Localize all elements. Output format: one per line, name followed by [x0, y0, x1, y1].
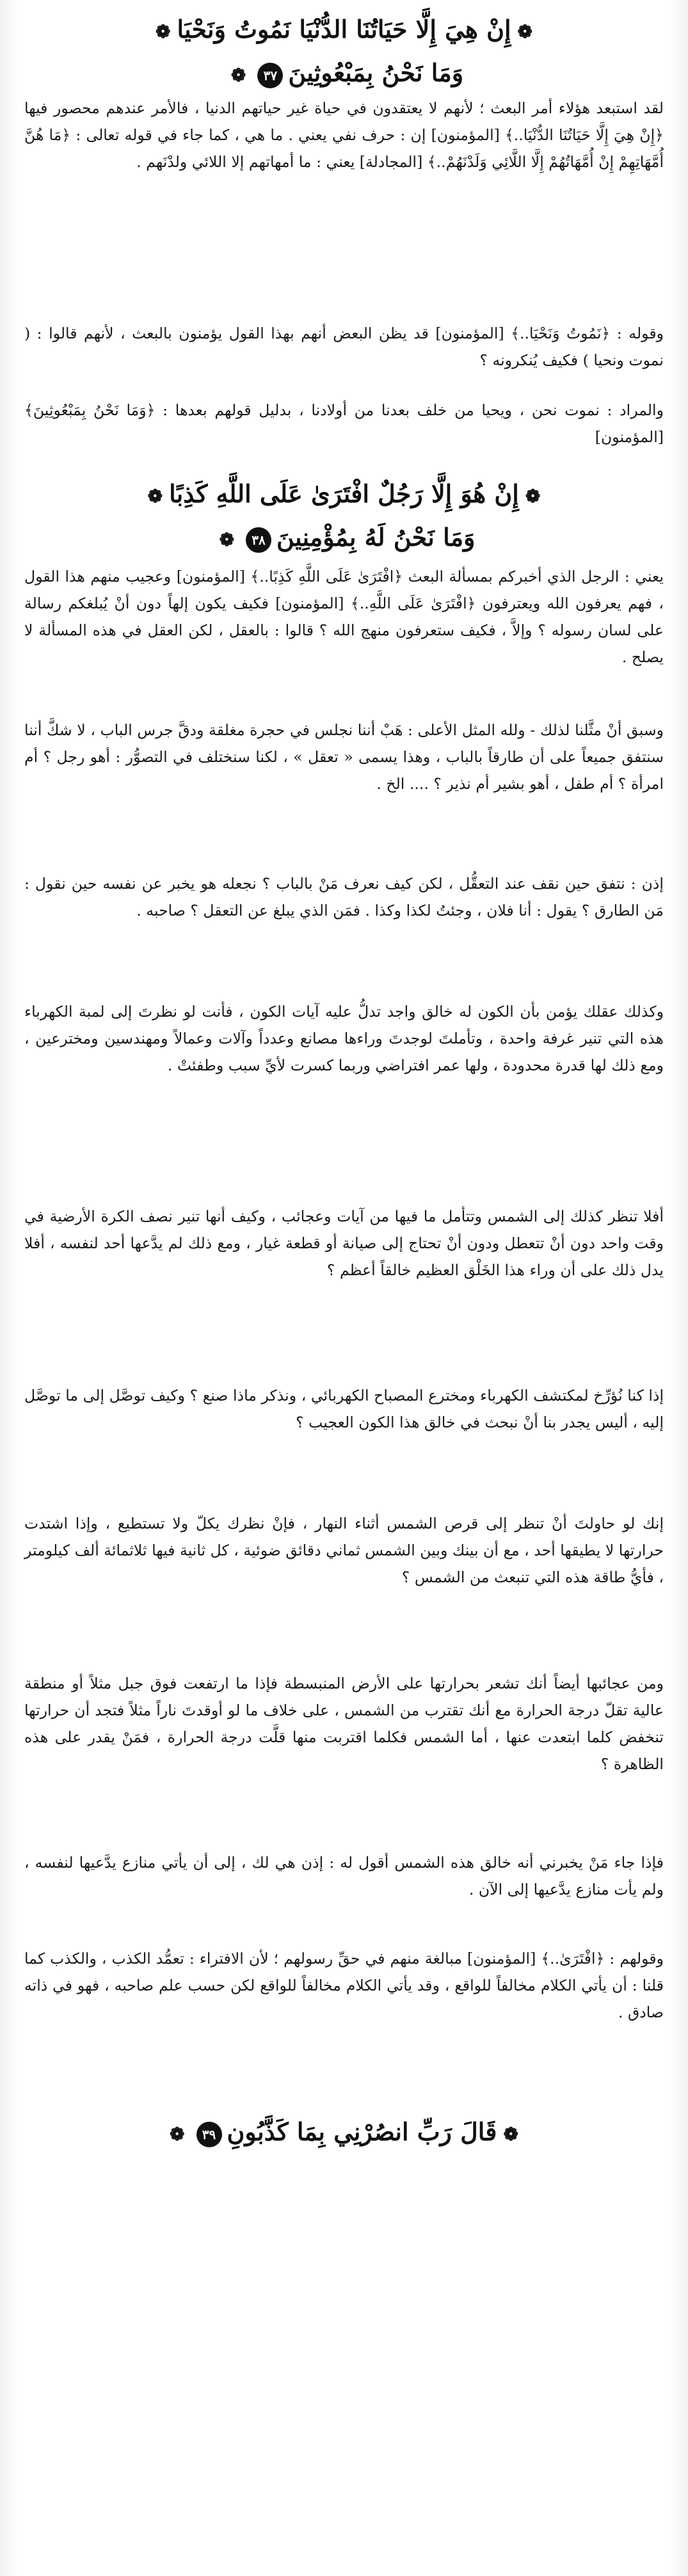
ornament-icon: ❁ — [525, 486, 541, 507]
paragraph: لقد استبعد هؤلاء أمر البعث ؛ لأنهم لا يعتقدون في حياة غير حياتهم الدنيا ، فالأمر عندهم محصور فيها ﴿إِنْ هِيَ إِلَّا حَيَاتُنَا الدُّنْيَا..﴾ [المؤمنون] إن : حرف نفي يعني . ما هي ، كما جاء في قوله تعالى : ﴿مَا هُنَّ أُمَّهَاتِهِمْ إِنْ أُمَّهَاتُهُمْ إِلَّا اللَّائِي وَلَدْنَهُمْ..﴾ [المجادلة] يعني : ما أمهاتهم إلا اللائي ولدْنَهم . — [24, 99, 664, 171]
ornament-icon: ❁ — [230, 65, 246, 86]
verse-heading-37 — [24, 9, 664, 96]
verse-heading-39 — [24, 2111, 664, 2155]
verse-text-line2: وَمَا نَحْنُ لَهُ بِمُؤْمِنِينَ — [276, 523, 476, 552]
ornament-icon: ❁ — [155, 21, 171, 42]
paragraph: والمراد : نموت نحن ، ويحيا من خلف بعدنا من أولادنا ، بدليل قولهم بعدها : ﴿وَمَا نَحْنُ بِمَبْعُوثِينَ﴾ [المؤمنون] — [24, 401, 664, 446]
paragraph: يعني : الرجل الذي أخبركم بمسألة البعث ﴿افْتَرَىٰ عَلَى اللَّهِ كَذِبًا..﴾ [المؤمنون] وعجيب منهم هذا القول ، فهم يعرفون الله ويعترفون ﴿افْتَرَىٰ عَلَى اللَّهِ..﴾ [المؤمنون] فكيف يكون إلهاً دون أنْ يُبلغكم رسالة على لسان رسوله ؟ وإلاَّ ، فكيف ستعرفون منهج الله ؟ قالوا : بالعقل ، لكن العقل في هذه المسألة لا يصلح . — [24, 568, 664, 666]
paragraph: وسبق أنْ مثَّلنا لذلك - ولله المثل الأعلى : هَبْ أننا نجلس في حجرة مغلقة ودقَّ جرس الباب ، لا شكَّ أننا سنتفق جميعاً على أن طارقاً بالباب ، وهذا يسمى « تعقل » ، لكنا سنختلف في التصوُّر : أهو رجل ؟ أم امرأة ؟ أم طفل ، أهو بشير أم نذير ؟ .... الخ . — [24, 721, 664, 793]
paragraph: أفلا تنظر كذلك إلى الشمس وتتأمل ما فيها من آيات وعجائب ، وكيف أنها تنير نصف الكرة الأرضية في وقت واحد دون أنْ تتعطل ودون أنْ تحتاج إلى صيانة أو قطعة غيار ، ومع ذلك لم يدَّعها أحد لنفسه ، أفلا يدل ذلك على أن وراء هذا الخَلْق العظيم خالقاً أعظم ؟ — [24, 1207, 664, 1279]
verse-number-badge: ٣٧ — [257, 63, 283, 88]
ornament-icon: ❁ — [517, 21, 533, 42]
ornament-icon: ❁ — [170, 2124, 185, 2145]
ornament-icon: ❁ — [503, 2124, 518, 2145]
paragraph: وكذلك عقلك يؤمن بأن الكون له خالق واجد تدلُّ عليه آيات الكون ، فأنت لو نظرتَ إلى لمبة الكهرباء هذه التي تنير غرفة واحدة ، وتأملتَ لوجدتَ وراءها مصانع وعدداً وآلات وعمالاً ومهندسين ومخترعين ، ومع ذلك لها قدرة محدودة ، ولها عمر افتراضي وربما كسرت لأيِّ سبب وطفئتْ . — [24, 1003, 664, 1074]
paragraph: إذا كنا نُؤرِّخ لمكتشف الكهرباء ومخترع المصباح الكهربائي ، ونذكر ماذا صنع ؟ وكيف توصَّل إلى ما توصَّل إليه ، أليس يجدر بنا أنْ نبحث في خالق هذا الكون العجيب ؟ — [24, 1387, 664, 1431]
ornament-icon: ❁ — [147, 486, 163, 507]
paragraph: فإذا جاء مَنْ يخبرني أنه خالق هذه الشمس أقول له : إذن هي لك ، إلى أن يأتي منازع يدَّعيها لنفسه ، ولم يأت منازع يدَّعيها إلى الآن . — [24, 1854, 664, 1898]
ornament-icon: ❁ — [219, 529, 235, 550]
paragraph: وقوله : ﴿نَمُوتُ وَنَحْيَا..﴾ [المؤمنون] قد يظن البعض أنهم بهذا القول يؤمنون بالبعث ، لأنهم قالوا : ( نموت ونحيا ) فكيف يُنكرونه ؟ — [24, 324, 664, 369]
paragraph: إنك لو حاولتَ أنْ تنظر إلى قرص الشمس أثناء النهار ، فإنْ نظرك يكلّ ولا تستطيع ، وإذا اشتدت حرارتها لا يطيقها أحد ، مع أن بينك وبين الشمس ثماني دقائق ضوئية ، كل ثانية فيها ثلاثمائة ألف كيلومتر ، فأيُّ طاقة هذه التي تنبعث من الشمس ؟ — [24, 1515, 664, 1586]
verse-number-badge: ٣٩ — [196, 2122, 222, 2147]
paragraph: وقولهم : ﴿افْتَرَىٰ..﴾ [المؤمنون] مبالغة منهم في حقِّ رسولهم ؛ لأن الافتراء : تعمُّد الكذب ، والكذب كما قلنا : أن يأتي الكلام مخالفاً للواقع ، وقد يأتي الكلام مخالفاً للواقع لكن حسب علم صاحبه ، فهو في ذاته صادق . — [24, 1950, 664, 2021]
paragraph: إذن : نتفق حين نقف عند التعقُّل ، لكن كيف نعرف مَنْ بالباب ؟ نجعله هو يخبر عن نفسه حين نقول : مَن الطارق ؟ يقول : أنا فلان ، وجئتُ لكذا وكذا . فمَن الذي يبلغ عن التعقل ؟ صاحبه . — [24, 875, 664, 919]
paragraph: ومن عجائبها أيضاً أنك تشعر بحرارتها على الأرض المنبسطة فإذا ما ارتفعت فوق جبل مثلاً أو منطقة عالية تقلّ درجة الحرارة مع أنك تقترب من الشمس ، على خلاف ما لو أوقدتَ ناراً مثلاً فتجد أن حرارتها تنخفض كلما ابتعدت عنها ، أما الشمس فكلما اقتربت منها قلَّت درجة الحرارة ، فمَنْ يقدر على هذه الظاهرة ؟ — [24, 1674, 664, 1773]
verse-text-line2: وَمَا نَحْنُ بِمَبْعُوثِينَ — [288, 58, 464, 87]
verse-text-line1: قَالَ رَبِّ انصُرْنِي بِمَا كَذَّبُونِ — [227, 2117, 497, 2146]
verse-text-line1: إِنْ هِيَ إِلَّا حَيَاتُنَا الدُّنْيَا نَمُوتُ وَنَحْيَا — [177, 15, 511, 44]
verse-heading-38 — [24, 473, 664, 561]
verse-number-badge: ٣٨ — [246, 527, 271, 553]
verse-text-line1: إِنْ هُوَ إِلَّا رَجُلٌ افْتَرَىٰ عَلَى اللَّهِ كَذِبًا — [169, 479, 519, 508]
